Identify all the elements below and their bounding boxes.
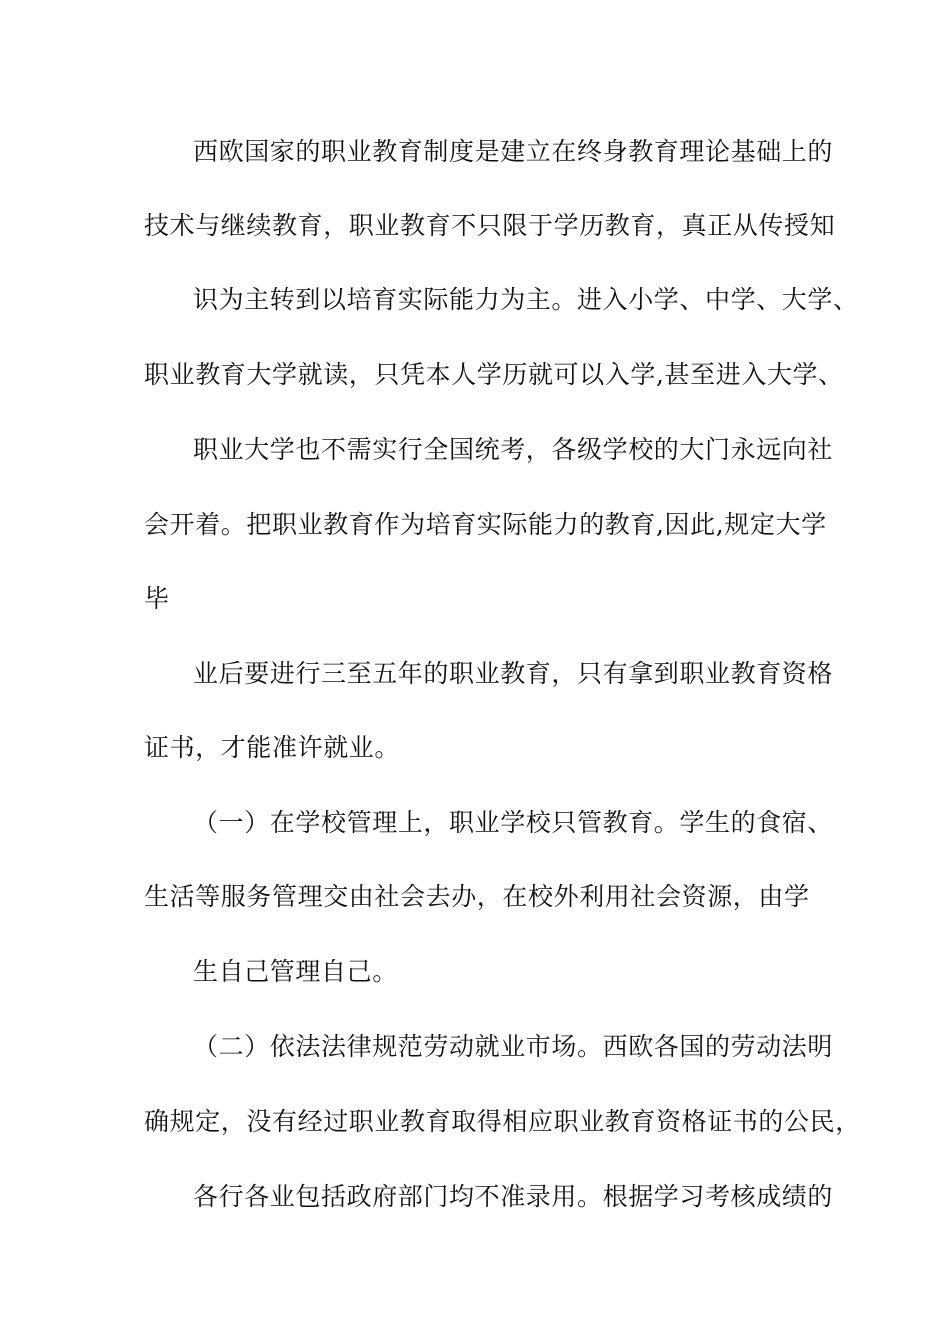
text-line: 证书，才能准许就业。 (144, 733, 401, 762)
text-line: 职业大学也不需实行全国统考，各级学校的大门永远向社 (193, 435, 834, 464)
text-line: 毕 (144, 584, 170, 613)
text-line: 各行各业包括政府部门均不准录用。根据学习考核成绩的 (193, 1182, 834, 1211)
text-line: 生自己管理自己。 (193, 957, 398, 986)
text-line: 识为主转到以培育实际能力为主。进入小学、中学、大学、 (193, 285, 859, 314)
text-line: 职业教育大学就读，只凭本人学历就可以入学,甚至进入大学、 (144, 360, 844, 389)
text-line: （一）在学校管理上，职业学校只管教育。学生的食宿、 (193, 808, 834, 837)
text-line: 会开着。把职业教育作为培育实际能力的教育,因此,规定大学 (144, 510, 827, 539)
text-line: 西欧国家的职业教育制度是建立在终身教育理论基础上的 (193, 137, 834, 166)
text-line: 确规定，没有经过职业教育取得相应职业教育资格证书的公民， (144, 1107, 861, 1136)
text-line: （二）依法法律规范劳动就业市场。西欧各国的劳动法明 (193, 1032, 834, 1061)
text-line: 业后要进行三至五年的职业教育，只有拿到职业教育资格 (193, 659, 834, 688)
text-line: 生活等服务管理交由社会去办，在校外利用社会资源，由学 (144, 882, 810, 911)
text-line: 技术与继续教育，职业教育不只限于学历教育，真正从传授知 (144, 211, 836, 240)
